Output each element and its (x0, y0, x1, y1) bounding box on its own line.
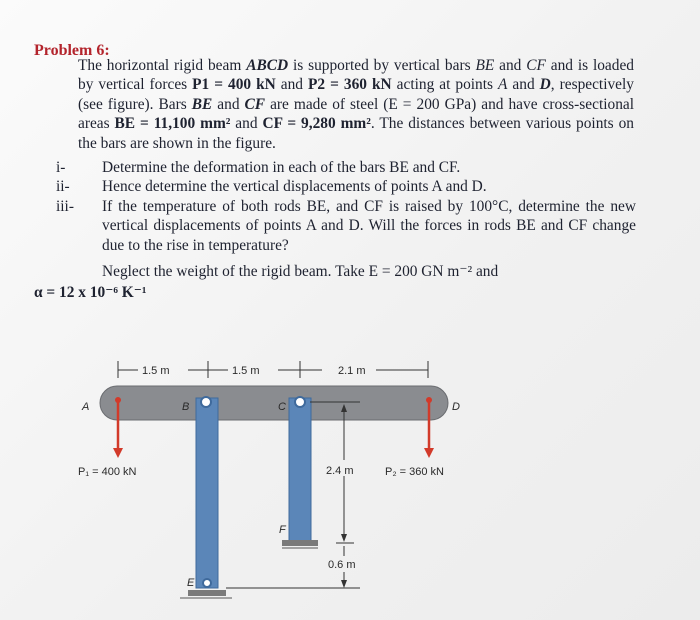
text-run: , respectively (see figure). Bars (78, 76, 634, 113)
bar-cf-name: CF (526, 57, 546, 74)
label-b: B (182, 401, 190, 413)
area-cf: CF = 9,280 mm² (262, 115, 371, 133)
label-e: E (187, 577, 195, 589)
load-2-label: P₂ = 360 kN (385, 466, 444, 478)
text-run: are made of steel ( (265, 95, 389, 113)
pin-b (201, 397, 211, 407)
question-number: i- (56, 159, 66, 176)
question-item (56, 158, 636, 177)
question-number: iii- (56, 197, 74, 215)
force-p2: P2 = 360 kN (308, 76, 392, 94)
support-e (188, 590, 226, 596)
text-run: The horizontal rigid beam (78, 57, 247, 74)
bar-be-name: BE (475, 57, 495, 74)
rigid-beam (100, 386, 448, 420)
question-number: ii- (56, 178, 70, 196)
beam-diagram (60, 350, 500, 615)
text-run: acting at points (391, 76, 499, 94)
dim-fe-label: 0.6 m (328, 559, 356, 571)
force-p1: P1 = 400 kN (192, 76, 276, 94)
thermal-coefficient: α = 12 x 10⁻⁶ K⁻¹ (34, 284, 147, 301)
beam-name: ABCD (246, 57, 289, 74)
text-run: and (494, 57, 527, 74)
label-a: A (82, 401, 90, 413)
text-run: and (507, 76, 540, 94)
text-run: . The distances between various points on the bars are shown in the figure. (78, 115, 634, 152)
question-text: Hence determine the vertical displacements of points A and D. (102, 178, 487, 196)
area-be: BE = 11,100 mm² (114, 115, 231, 133)
bar-be (196, 398, 218, 588)
neglect-note: Neglect the weight of the rigid beam. Take E = 200 GN m⁻² and (102, 263, 499, 280)
point-d: D (539, 76, 551, 94)
question-item (56, 197, 636, 255)
problem-statement (78, 56, 634, 153)
problem-title: Problem 6: (34, 42, 110, 59)
text-run: ) and have cross-sectional areas (78, 95, 634, 133)
modulus-value: E = 200 GPa (388, 95, 472, 113)
question-text: If the temperature of both rods BE, and CF is raised by 100°C, determine the new vertical displacements of points A and D. Will the forces in rods BE and CF change due to the rise in temperature? (102, 197, 636, 254)
question-item (56, 177, 636, 196)
question-text: Determine the deformation in each of the bars BE and CF. (102, 159, 461, 176)
dim-ab-label: 1.5 m (142, 365, 170, 377)
label-f: F (279, 524, 286, 536)
pin-e (203, 579, 211, 587)
bar-cf-name: CF (244, 95, 266, 113)
label-d: D (452, 401, 460, 413)
bar-be-name: BE (191, 95, 213, 113)
bar-cf (289, 398, 311, 541)
text-run: and (212, 95, 245, 113)
text-run: and (230, 115, 263, 133)
support-f (282, 540, 318, 546)
pin-c (295, 397, 305, 407)
dim-cf-label: 2.4 m (326, 465, 354, 477)
dim-bc-label: 1.5 m (232, 365, 260, 377)
load-1-label: P₁ = 400 kN (78, 466, 137, 478)
question-list (56, 158, 636, 255)
label-c: C (278, 401, 286, 413)
point-a: A (498, 76, 508, 94)
beam-figure (60, 350, 500, 615)
text-run: and is loaded by vertical forces (78, 57, 634, 94)
dim-cd-label: 2.1 m (338, 365, 366, 377)
text-run: is supported by vertical bars (288, 57, 476, 74)
text-run: and (275, 76, 309, 94)
